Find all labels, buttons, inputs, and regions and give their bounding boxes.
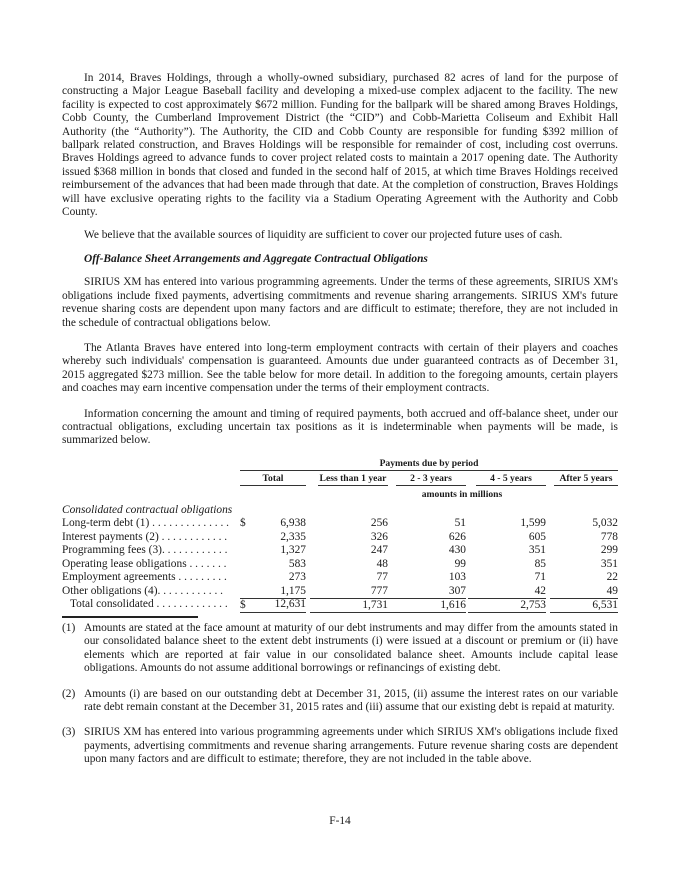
cell-total: 1,327: [280, 544, 306, 556]
cell-total: 12,631: [274, 598, 306, 610]
footnote-1: [62, 622, 618, 676]
cell-total: 2,335: [280, 530, 306, 543]
column-header-less-than-1-year: Less than 1 year: [319, 473, 387, 484]
cell-2-3-years: 626: [448, 530, 466, 543]
row-label: Programming fees (3). . . . . . . . . . . .: [62, 544, 228, 556]
row-label: Total consolidated . . . . . . . . . . . . .: [70, 598, 228, 610]
cell-after-5-years: 351: [600, 557, 618, 570]
footnote-number: (1): [62, 622, 76, 634]
footnote-divider: [62, 616, 198, 618]
table-units: amounts in millions: [421, 489, 503, 500]
cell-4-5-years: 71: [534, 571, 546, 583]
paragraph-sirius: SIRIUS XM has entered into various programming agreements. Under the terms of these agreements, SIRIUS XM's obligations include fixed payments, advertising commitments and revenue sharing arrangements. SIRIUS XM's future revenue sharing costs are dependent upon many factors and are difficult to estimate; therefore, they are not included in the schedule of contractual obligations below.: [62, 276, 618, 329]
cell-less-than-1-year: 247: [370, 544, 388, 556]
footnote-text: SIRIUS XM has entered into various programming agreements under which SIRIUS XM's obligations include fixed payments, advertising commitments and revenue sharing arrangements. Future revenue sharing costs are dependent upon many factors and are difficult to estimate; therefore, they are not included in the table above.: [84, 726, 618, 766]
cell-less-than-1-year: 77: [376, 571, 388, 583]
footnote-text: Amounts (i) are based on our outstanding debt at December 31, 2015, (ii) assume the interest rates on our variable rate debt remain constant at the December 31, 2015 rates and (iii) assume that our existing debt is repaid at maturity.: [84, 687, 618, 714]
table-row: [62, 558, 618, 571]
page-number: F-14: [329, 815, 351, 827]
table-row: [62, 531, 618, 544]
cell-4-5-years: 351: [528, 544, 546, 556]
table-row: [62, 585, 618, 598]
footnote-number: (2): [62, 687, 76, 700]
cell-4-5-years: 1,599: [520, 517, 546, 529]
cell-less-than-1-year: 256: [370, 517, 388, 529]
cell-less-than-1-year: 326: [370, 530, 388, 543]
row-label: Other obligations (4). . . . . . . . . . . .: [62, 584, 224, 597]
cell-2-3-years: 103: [448, 571, 466, 583]
cell-2-3-years: 1,616: [388, 598, 466, 613]
cell-after-5-years: 299: [600, 544, 618, 556]
table-row: [62, 544, 618, 557]
table-group-title: Payments due by period: [240, 458, 618, 471]
column-header-after-5-years: After 5 years: [554, 473, 618, 486]
cell-after-5-years: 778: [600, 530, 618, 543]
cell-less-than-1-year: 777: [370, 584, 388, 597]
table-total-row: [62, 598, 618, 611]
table-section-label: Consolidated contractual obligations: [62, 504, 233, 516]
footnote-number: (3): [62, 726, 76, 739]
row-label: Operating lease obligations . . . . . . .: [62, 557, 227, 570]
cell-less-than-1-year: 1,731: [310, 598, 388, 613]
cell-total: 6,938: [280, 517, 306, 529]
column-header-2-3-years: 2 - 3 years: [396, 473, 466, 486]
paragraph-ballpark: In 2014, Braves Holdings, through a wholly-owned subsidiary, purchased 82 acres of land for the purpose of constructing a Major League Baseball facility and developing a mixed-use complex adjacent to the facility. The new facility is expected to cost approximately $672 million. Funding for the ballpark will be shared among Braves Holdings, Cobb County, the Cumberland Improvement District (the “CID”) and Cobb-Marietta Coliseum and Exhibit Hall Authority (the “Authority”). The Authority, the CID and Cobb County are responsible for funding $392 million of ballpark related construction, and Braves Holdings will be responsible for remainder of cost, including cost overruns. Braves Holdings agreed to advance funds to cover project related costs to maintain a 2017 opening date. The Authority issued $368 million in bonds that closed and funded in the second half of 2015, at which time Braves Holdings received reimbursement of the advances that had been made through that date. At the completion of construction, Braves Holdings will have exclusive operating rights to the facility via a Stadium Operating Agreement with the Authority and Cobb County.: [62, 72, 618, 219]
section-heading: Off-Balance Sheet Arrangements and Aggregate Contractual Obligations: [84, 252, 428, 265]
cell-total: 273: [288, 571, 306, 583]
cell-2-3-years: 99: [454, 557, 466, 570]
cell-4-5-years: 605: [528, 530, 546, 543]
paragraph-table-intro: Information concerning the amount and timing of required payments, both accrued and off-balance sheet, under our contractual obligations, excluding uncertain tax positions as it is indeterminable when payments will be made, is summarized below.: [62, 407, 618, 447]
cell-2-3-years: 51: [454, 517, 466, 529]
column-header-total: Total: [240, 473, 306, 486]
cell-total: 583: [288, 557, 306, 570]
row-label: Employment agreements . . . . . . . . .: [62, 571, 227, 583]
table-row: [62, 517, 618, 530]
currency-symbol: $: [240, 598, 306, 613]
footnotes: [62, 622, 618, 767]
footnote-text: Amounts are stated at the face amount at maturity of our debt instruments and may differ from the amounts stated in our consolidated balance sheet to the extent debt instruments (i) were issued at a discount or premium or (ii) have elements which are reported at fair value in our consolidated balance sheet. Amounts include capital lease obligations. Amounts do not assume additional borrowings or refinancings of existing debt.: [84, 622, 618, 675]
cell-after-5-years: 22: [606, 571, 618, 583]
cell-4-5-years: 42: [534, 584, 546, 597]
cell-less-than-1-year: 48: [376, 557, 388, 570]
cell-after-5-years: 49: [606, 584, 618, 597]
cell-4-5-years: 2,753: [468, 598, 546, 613]
cell-total: 1,175: [280, 584, 306, 597]
row-label: Interest payments (2) . . . . . . . . . . . .: [62, 530, 228, 543]
currency-symbol: $: [240, 517, 246, 529]
footnote-2: [62, 688, 618, 715]
cell-2-3-years: 307: [448, 584, 466, 597]
cell-4-5-years: 85: [534, 557, 546, 570]
row-label: Long-term debt (1) . . . . . . . . . . . . . .: [62, 517, 230, 529]
column-header-4-5-years: 4 - 5 years: [476, 473, 546, 486]
cell-after-5-years: 5,032: [592, 517, 618, 529]
paragraph-liquidity: We believe that the available sources of liquidity are sufficient to cover our projected future uses of cash.: [84, 229, 563, 242]
body-text: [62, 72, 618, 448]
footnote-3: [62, 726, 618, 766]
cell-2-3-years: 430: [448, 544, 466, 556]
table-row: [62, 571, 618, 584]
paragraph-braves-contracts: The Atlanta Braves have entered into long-term employment contracts with certain of their players and coaches whereby such individuals' compensation is guaranteed. Amounts due under guaranteed contracts as of December 31, 2015 aggregated $273 million. See the table below for more detail. In addition to the foregoing amounts, certain players and coaches may earn incentive compensation under the terms of their employment contracts.: [62, 341, 618, 395]
cell-after-5-years: 6,531: [550, 598, 618, 613]
